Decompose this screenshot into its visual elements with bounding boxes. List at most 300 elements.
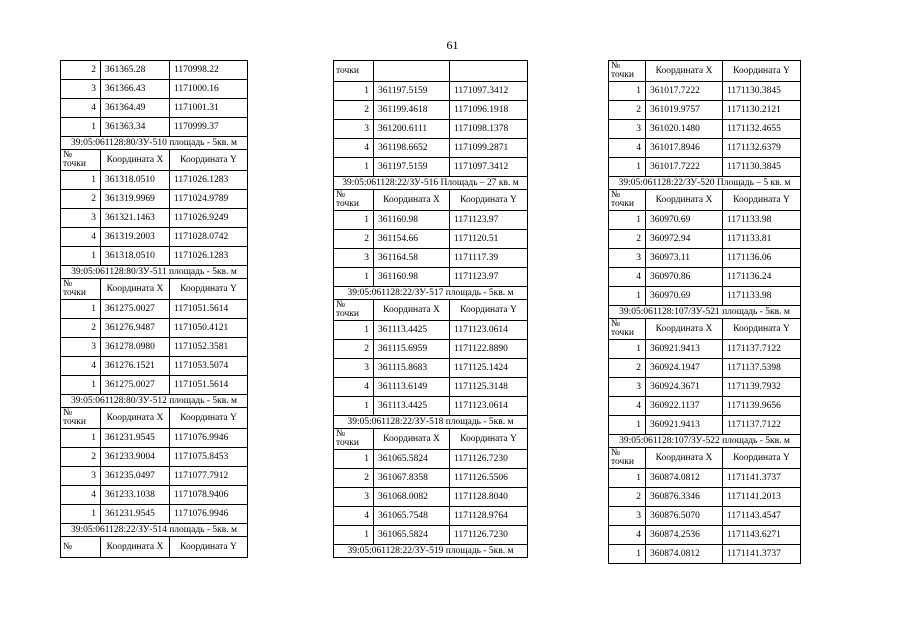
coordinate-x: 360876.5070 xyxy=(646,507,723,526)
coordinate-x: 360876.3346 xyxy=(646,488,723,507)
parcel-caption-row xyxy=(61,395,248,408)
point-number: 3 xyxy=(334,488,374,507)
column-header-point-number xyxy=(609,448,646,469)
parcel-caption-row xyxy=(334,287,528,300)
header-num-line1: № xyxy=(336,429,346,439)
coordinate-y: 1171141.2013 xyxy=(723,488,801,507)
table-row xyxy=(609,249,801,268)
coordinate-y: 1171133.98 xyxy=(723,211,801,230)
coordinate-y: 1171117.39 xyxy=(450,249,528,268)
table-row xyxy=(61,429,248,448)
column-header-x: Координата X xyxy=(374,190,450,211)
parcel-caption: 39:05:061128:22/ЗУ-518 площадь - 5кв. м xyxy=(334,416,528,429)
point-number: 4 xyxy=(61,99,101,118)
coordinate-x: 361017.7222 xyxy=(646,158,723,177)
column-header-y-empty xyxy=(450,61,528,82)
parcel-caption-row xyxy=(61,524,248,537)
table-row xyxy=(609,416,801,435)
column-header-x: Координата X xyxy=(374,429,450,450)
coordinate-y: 1171075.8453 xyxy=(170,448,248,467)
point-number: 2 xyxy=(609,488,646,507)
coordinate-x: 360874.2536 xyxy=(646,526,723,545)
coordinate-x: 361199.4618 xyxy=(374,101,450,120)
point-number: 1 xyxy=(609,158,646,177)
coordinate-x: 361231.9545 xyxy=(101,505,170,524)
coordinate-x: 361113.4425 xyxy=(374,321,450,340)
coordinate-y: 1171078.9406 xyxy=(170,486,248,505)
table-row xyxy=(334,101,528,120)
column-header-x: Координата X xyxy=(646,319,723,340)
coordinate-x: 360973.11 xyxy=(646,249,723,268)
point-number: 2 xyxy=(334,230,374,249)
column-header-x-empty xyxy=(374,61,450,82)
coordinate-y: 1171001.31 xyxy=(170,99,248,118)
table-row xyxy=(609,359,801,378)
column-header-x: Координата X xyxy=(101,279,170,300)
coordinate-x: 360924.3671 xyxy=(646,378,723,397)
parcel-caption: 39:05:061128:80/ЗУ-511 площадь - 5кв. м xyxy=(61,266,248,279)
point-number: 1 xyxy=(61,300,101,319)
coordinate-x: 361198.6652 xyxy=(374,139,450,158)
coordinate-y: 1171096.1918 xyxy=(450,101,528,120)
table-header-row xyxy=(61,537,248,558)
table-row xyxy=(61,118,248,137)
table-row xyxy=(334,82,528,101)
coordinate-y: 1171123.97 xyxy=(450,211,528,230)
coordinate-y: 1171076.9946 xyxy=(170,429,248,448)
column-header-y: Координата Y xyxy=(723,319,801,340)
table-row xyxy=(609,82,801,101)
coordinate-x: 361067.8358 xyxy=(374,469,450,488)
coordinate-y: 1171125.3148 xyxy=(450,378,528,397)
point-number: 1 xyxy=(334,82,374,101)
point-number: 4 xyxy=(61,486,101,505)
coordinate-y: 1171077.7912 xyxy=(170,467,248,486)
coordinates-table xyxy=(608,60,801,564)
column-header-y: Координата Y xyxy=(723,448,801,469)
coordinate-y: 1171141.3737 xyxy=(723,545,801,564)
point-number: 1 xyxy=(609,287,646,306)
point-number: 2 xyxy=(609,359,646,378)
table-row xyxy=(609,101,801,120)
parcel-caption: 39:05:061128:80/ЗУ-510 площадь - 5кв. м xyxy=(61,137,248,150)
column-header-y: Координата Y xyxy=(450,429,528,450)
coordinate-x: 361200.6111 xyxy=(374,120,450,139)
point-number: 3 xyxy=(61,209,101,228)
point-number: 4 xyxy=(609,526,646,545)
column-header-y: Координата Y xyxy=(170,150,248,171)
coordinate-x: 360970.86 xyxy=(646,268,723,287)
table-row xyxy=(609,268,801,287)
table-row xyxy=(61,448,248,467)
table-row xyxy=(61,376,248,395)
table-row xyxy=(609,120,801,139)
table-row xyxy=(334,378,528,397)
column-header-point-number: точки xyxy=(334,61,374,82)
coordinate-y: 1171123.0614 xyxy=(450,321,528,340)
point-number: 1 xyxy=(609,340,646,359)
parcel-caption: 39:05:061128:107/ЗУ-521 площадь - 5кв. м xyxy=(609,306,801,319)
coordinate-y: 1171130.2121 xyxy=(723,101,801,120)
header-num-line2: точки xyxy=(611,457,635,467)
table-row xyxy=(609,378,801,397)
point-number: 1 xyxy=(334,268,374,287)
coordinate-x: 361068.0082 xyxy=(374,488,450,507)
coordinate-x: 361365.28 xyxy=(101,61,170,80)
table-header-row xyxy=(334,190,528,211)
coordinate-y: 1171123.97 xyxy=(450,268,528,287)
coordinate-x: 361275.0027 xyxy=(101,376,170,395)
point-number: 1 xyxy=(61,247,101,266)
column-header-point-number xyxy=(609,319,646,340)
point-number: 1 xyxy=(609,82,646,101)
coordinate-x: 361065.7548 xyxy=(374,507,450,526)
point-number: 2 xyxy=(61,190,101,209)
table-row xyxy=(609,340,801,359)
coordinate-x: 361197.5159 xyxy=(374,82,450,101)
header-num-line1: № xyxy=(611,448,621,458)
parcel-caption: 39:05:061128:22/ЗУ-517 площадь - 5кв. м xyxy=(334,287,528,300)
table-row xyxy=(61,80,248,99)
point-number: 3 xyxy=(334,120,374,139)
parcel-caption: 39:05:061128:22/ЗУ-520 Площадь – 5 кв. м xyxy=(609,177,801,190)
coordinate-y: 1171026.1283 xyxy=(170,247,248,266)
column-header-x: Координата X xyxy=(101,408,170,429)
point-number: 3 xyxy=(609,507,646,526)
column-header-point-number xyxy=(609,61,646,82)
point-number: 1 xyxy=(334,450,374,469)
table-row xyxy=(61,467,248,486)
coordinate-x: 361276.1521 xyxy=(101,357,170,376)
point-number: 2 xyxy=(334,469,374,488)
parcel-caption: 39:05:061128:22/ЗУ-519 площадь - 5кв. м xyxy=(334,545,528,558)
point-number: 1 xyxy=(334,211,374,230)
point-number: 4 xyxy=(609,397,646,416)
point-number: 3 xyxy=(61,467,101,486)
coordinate-y: 1171137.7122 xyxy=(723,340,801,359)
table-header-row xyxy=(61,279,248,300)
coordinate-y: 1171139.7932 xyxy=(723,378,801,397)
column-header-y: Координата Y xyxy=(170,279,248,300)
coordinate-x: 361017.8946 xyxy=(646,139,723,158)
column-header-x: Координата X xyxy=(646,448,723,469)
coordinate-y: 1171143.6271 xyxy=(723,526,801,545)
coordinate-x: 361364.49 xyxy=(101,99,170,118)
point-number: 2 xyxy=(61,319,101,338)
table-row xyxy=(609,469,801,488)
coordinate-x: 361164.58 xyxy=(374,249,450,268)
header-num-line1: № xyxy=(63,408,73,418)
coordinate-y: 1171076.9946 xyxy=(170,505,248,524)
coordinate-x: 361366.43 xyxy=(101,80,170,99)
coordinate-x: 361318.0510 xyxy=(101,247,170,266)
point-number: 2 xyxy=(609,101,646,120)
table-row xyxy=(609,158,801,177)
table-row xyxy=(334,340,528,359)
coordinate-x: 361235.0497 xyxy=(101,467,170,486)
column-header-point-number xyxy=(334,190,374,211)
point-number: 1 xyxy=(609,211,646,230)
coordinate-x: 361319.2003 xyxy=(101,228,170,247)
table-row xyxy=(61,319,248,338)
coordinate-x: 360924.1947 xyxy=(646,359,723,378)
coordinate-x: 361065.5824 xyxy=(374,526,450,545)
column-header-point-number xyxy=(334,300,374,321)
table-row xyxy=(334,321,528,340)
coordinate-y: 1171098.1378 xyxy=(450,120,528,139)
point-number: 3 xyxy=(61,80,101,99)
table-header-row xyxy=(61,408,248,429)
table-row xyxy=(61,61,248,80)
coordinate-x: 361020.1480 xyxy=(646,120,723,139)
header-num-line2: точки xyxy=(611,70,635,80)
header-num-line1: № xyxy=(63,150,73,160)
point-number: 2 xyxy=(609,230,646,249)
coordinate-y: 1170999.37 xyxy=(170,118,248,137)
table-row xyxy=(609,230,801,249)
point-number: 1 xyxy=(609,469,646,488)
table-row xyxy=(334,507,528,526)
table-row xyxy=(334,450,528,469)
table-row xyxy=(61,357,248,376)
coordinate-y: 1171099.2871 xyxy=(450,139,528,158)
parcel-caption-row xyxy=(334,416,528,429)
coordinate-x: 361233.9004 xyxy=(101,448,170,467)
coordinate-y: 1171133.81 xyxy=(723,230,801,249)
coordinate-y: 1171126.7230 xyxy=(450,526,528,545)
header-num-line1: № xyxy=(611,319,621,329)
coordinate-x: 360970.69 xyxy=(646,287,723,306)
point-number: 3 xyxy=(334,359,374,378)
coordinate-y: 1171141.3737 xyxy=(723,469,801,488)
point-number: 1 xyxy=(334,158,374,177)
column-header-point-number xyxy=(61,279,101,300)
coordinate-x: 361231.9545 xyxy=(101,429,170,448)
column-header-y: Координата Y xyxy=(723,61,801,82)
table-row xyxy=(609,545,801,564)
point-number: 4 xyxy=(61,228,101,247)
coordinate-y: 1171130.3845 xyxy=(723,158,801,177)
coordinate-x: 361065.5824 xyxy=(374,450,450,469)
point-number: 4 xyxy=(334,139,374,158)
table-row xyxy=(334,268,528,287)
table-row xyxy=(609,139,801,158)
page-number: 61 xyxy=(446,38,459,52)
table-header-row xyxy=(609,319,801,340)
table-row xyxy=(334,469,528,488)
column-header-point-number xyxy=(334,429,374,450)
table-row xyxy=(334,120,528,139)
table-row xyxy=(609,488,801,507)
table-row xyxy=(609,287,801,306)
coordinate-x: 361278.0980 xyxy=(101,338,170,357)
coordinate-x: 360874.0812 xyxy=(646,469,723,488)
parcel-caption-row xyxy=(61,137,248,150)
header-num-line2: точки xyxy=(336,199,360,209)
coordinate-y: 1171123.0614 xyxy=(450,397,528,416)
coordinate-y: 1171051.5614 xyxy=(170,376,248,395)
table-row xyxy=(334,230,528,249)
point-number: 1 xyxy=(334,526,374,545)
point-number: 3 xyxy=(61,338,101,357)
column-header-y: Координата Y xyxy=(170,537,248,558)
coordinate-y: 1171128.9764 xyxy=(450,507,528,526)
coordinate-y: 1171028.0742 xyxy=(170,228,248,247)
coordinate-x: 361160.98 xyxy=(374,268,450,287)
coordinate-y: 1171133.98 xyxy=(723,287,801,306)
point-number: 1 xyxy=(61,118,101,137)
coordinate-x: 360922.1137 xyxy=(646,397,723,416)
column-header-x: Координата X xyxy=(101,537,170,558)
header-num-line2: точки xyxy=(63,288,87,298)
table-row xyxy=(334,397,528,416)
column-header-point-number xyxy=(61,408,101,429)
parcel-caption: 39:05:061128:22/ЗУ-514 площадь - 5кв. м xyxy=(61,524,248,537)
coordinate-y: 1171097.3412 xyxy=(450,82,528,101)
coordinate-x: 361113.4425 xyxy=(374,397,450,416)
coordinate-y: 1171052.3581 xyxy=(170,338,248,357)
coordinate-y: 1171132.6379 xyxy=(723,139,801,158)
table-row xyxy=(334,249,528,268)
parcel-caption-row xyxy=(609,306,801,319)
parcel-caption-row xyxy=(334,545,528,558)
table-row xyxy=(334,488,528,507)
point-number: 1 xyxy=(61,376,101,395)
column-header-x: Координата X xyxy=(374,300,450,321)
coordinate-y: 1171128.8040 xyxy=(450,488,528,507)
coordinate-y: 1171136.24 xyxy=(723,268,801,287)
header-num-line1: № xyxy=(63,279,73,289)
coordinate-x: 361160.98 xyxy=(374,211,450,230)
point-number: 1 xyxy=(61,171,101,190)
column-header-x: Координата X xyxy=(646,61,723,82)
header-num-line1: № xyxy=(611,190,621,200)
coordinate-y: 1171050.4121 xyxy=(170,319,248,338)
coordinate-x: 361154.66 xyxy=(374,230,450,249)
header-num-line2: точки xyxy=(611,328,635,338)
table-row xyxy=(61,190,248,209)
table-row xyxy=(609,507,801,526)
point-number: 1 xyxy=(609,545,646,564)
coordinate-y: 1171097.3412 xyxy=(450,158,528,177)
point-number: 4 xyxy=(609,139,646,158)
table-header-row xyxy=(609,61,801,82)
point-number: 2 xyxy=(61,448,101,467)
column-right xyxy=(608,60,801,564)
coordinates-table xyxy=(60,60,248,558)
column-header-x: Координата X xyxy=(101,150,170,171)
parcel-caption-row xyxy=(334,177,528,190)
coordinate-y: 1171136.06 xyxy=(723,249,801,268)
coordinate-x: 360921.9413 xyxy=(646,340,723,359)
header-num-line2: точки xyxy=(63,417,87,427)
coordinate-x: 361115.6959 xyxy=(374,340,450,359)
coordinate-x: 361197.5159 xyxy=(374,158,450,177)
coordinate-y: 1170998.22 xyxy=(170,61,248,80)
parcel-caption-row xyxy=(609,177,801,190)
point-number: 2 xyxy=(334,101,374,120)
coordinate-x: 361275.0027 xyxy=(101,300,170,319)
point-number: 4 xyxy=(334,507,374,526)
coordinate-x: 361276.9487 xyxy=(101,319,170,338)
coordinate-x: 361233.1038 xyxy=(101,486,170,505)
point-number: 3 xyxy=(334,249,374,268)
table-row xyxy=(61,171,248,190)
parcel-caption-row xyxy=(609,435,801,448)
table-row xyxy=(334,526,528,545)
parcel-caption: 39:05:061128:107/ЗУ-522 площадь - 5кв. м xyxy=(609,435,801,448)
point-number: 3 xyxy=(609,249,646,268)
table-row xyxy=(61,338,248,357)
point-number: 1 xyxy=(334,397,374,416)
table-row xyxy=(334,158,528,177)
header-num-line2: точки xyxy=(611,199,635,209)
table-row xyxy=(61,99,248,118)
column-header-y: Координата Y xyxy=(450,300,528,321)
coordinate-y: 1171024.9789 xyxy=(170,190,248,209)
table-row xyxy=(609,211,801,230)
table-header-row xyxy=(61,150,248,171)
table-header-row xyxy=(334,300,528,321)
coordinate-x: 361115.8683 xyxy=(374,359,450,378)
parcel-caption: 39:05:061128:80/ЗУ-512 площадь - 5кв. м xyxy=(61,395,248,408)
coordinate-y: 1171132.4655 xyxy=(723,120,801,139)
table-header-row xyxy=(609,448,801,469)
point-number: 3 xyxy=(609,378,646,397)
header-num-line1: № xyxy=(611,61,621,71)
coordinate-y: 1171000.16 xyxy=(170,80,248,99)
coordinate-y: 1171130.3845 xyxy=(723,82,801,101)
column-header-y: Координата Y xyxy=(450,190,528,211)
table-row xyxy=(61,486,248,505)
coordinate-y: 1171122.8890 xyxy=(450,340,528,359)
table-header-row xyxy=(334,429,528,450)
point-number: 4 xyxy=(334,378,374,397)
parcel-caption: 39:05:061128:22/ЗУ-516 Площадь – 27 кв. м xyxy=(334,177,528,190)
coordinate-x: 361017.7222 xyxy=(646,82,723,101)
coordinate-y: 1171143.4547 xyxy=(723,507,801,526)
point-number: 1 xyxy=(61,429,101,448)
point-number: 1 xyxy=(609,416,646,435)
table-row xyxy=(609,526,801,545)
coordinate-x: 360970.69 xyxy=(646,211,723,230)
table-row xyxy=(61,505,248,524)
coordinate-y: 1171051.5614 xyxy=(170,300,248,319)
table-header-row xyxy=(609,190,801,211)
point-number: 3 xyxy=(609,120,646,139)
coordinate-y: 1171137.7122 xyxy=(723,416,801,435)
coordinates-table xyxy=(333,60,528,558)
point-number: 4 xyxy=(61,357,101,376)
header-num-line1: № xyxy=(336,300,346,310)
header-num-line2: точки xyxy=(336,309,360,319)
header-num-line2: точки xyxy=(63,159,87,169)
column-header-point-number xyxy=(61,150,101,171)
coordinate-x: 360921.9413 xyxy=(646,416,723,435)
coordinate-x: 360874.0812 xyxy=(646,545,723,564)
table-row xyxy=(61,247,248,266)
table-row xyxy=(609,397,801,416)
coordinate-x: 361113.6149 xyxy=(374,378,450,397)
table-row xyxy=(334,211,528,230)
column-left xyxy=(60,60,248,558)
point-number: 2 xyxy=(61,61,101,80)
point-number: 1 xyxy=(61,505,101,524)
point-number: 2 xyxy=(334,340,374,359)
coordinate-y: 1171026.1283 xyxy=(170,171,248,190)
coordinate-y: 1171026.9249 xyxy=(170,209,248,228)
table-row xyxy=(334,139,528,158)
